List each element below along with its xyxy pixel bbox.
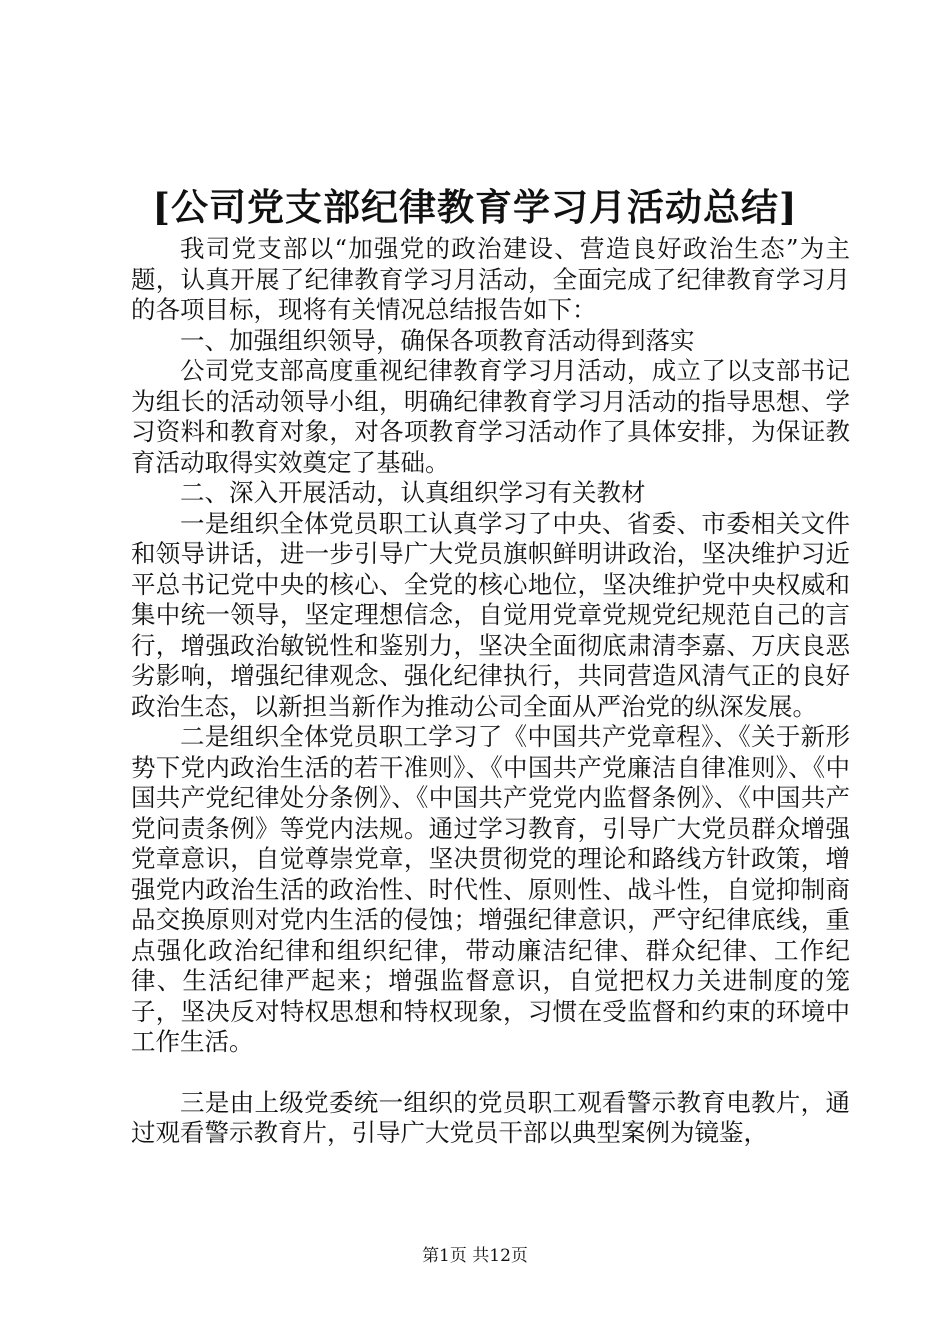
body-paragraph: 一是组织全体党员职工认真学习了中央、省委、市委相关文件和领导讲话，进一步引导广大党员旗帜鲜明讲政治，坚决维护习近平总书记党中央的核心、全党的核心地位，坚决维护党中央权威和集中统一领导，坚定理想信念，自觉用党章党规党纪规范自己的言行，增强政治敏锐性和鉴别力，坚决全面彻底肃清李嘉、万庆良恶劣影响，增强纪律观念、强化纪律执行，共同营造风清气正的良好政治生态，以新担当新作为推动公司全面从严治党的纵深发展。 xyxy=(131,508,850,721)
body-paragraph: 三是由上级党委统一组织的党员职工观看警示教育电教片，通过观看警示教育片，引导广大党员干部以典型案例为镜鉴， xyxy=(131,1087,850,1147)
intro-paragraph: 我司党支部以“加强党的政治建设、营造良好政治生态”为主题，认真开展了纪律教育学习月活动，全面完成了纪律教育学习月的各项目标，现将有关情况总结报告如下： xyxy=(131,234,850,324)
page-number-footer: 第1页 共12页 xyxy=(422,1246,528,1266)
body-paragraph: 公司党支部高度重视纪律教育学习月活动，成立了以支部书记为组长的活动领导小组，明确纪律教育学习月活动的指导思想、学习资料和教育对象，对各项教育学习活动作了具体安排，为保证教育活动取得实效奠定了基础。 xyxy=(131,356,850,477)
section-heading-2: 二、深入开展活动，认真组织学习有关教材 xyxy=(180,478,646,507)
body-paragraph: 二是组织全体党员职工学习了《中国共产党章程》、《关于新形势下党内政治生活的若干准则》、《中国共产党廉洁自律准则》、《中国共产党纪律处分条例》、《中国共产党党内监督条例》、《中国共产党问责条例》等党内法规。通过学习教育，引导广大党员群众增强党章意识，自觉尊崇党章，坚决贯彻党的理论和路线方针政策，增强党内政治生活的政治性、时代性、原则性、战斗性，自觉抑制商品交换原则对党内生活的侵蚀；增强纪律意识，严守纪律底线，重点强化政治纪律和组织纪律，带动廉洁纪律、群众纪律、工作纪律、生活纪律严起来；增强监督意识，自觉把权力关进制度的笼子，坚决反对特权思想和特权现象，习惯在受监督和约束的环境中工作生活。 xyxy=(131,722,850,1056)
document-body xyxy=(131,234,850,1149)
section-heading-1: 一、加强组织领导，确保各项教育活动得到落实 xyxy=(180,325,695,355)
document-title: [公司党支部纪律教育学习月活动总结] xyxy=(152,185,798,229)
